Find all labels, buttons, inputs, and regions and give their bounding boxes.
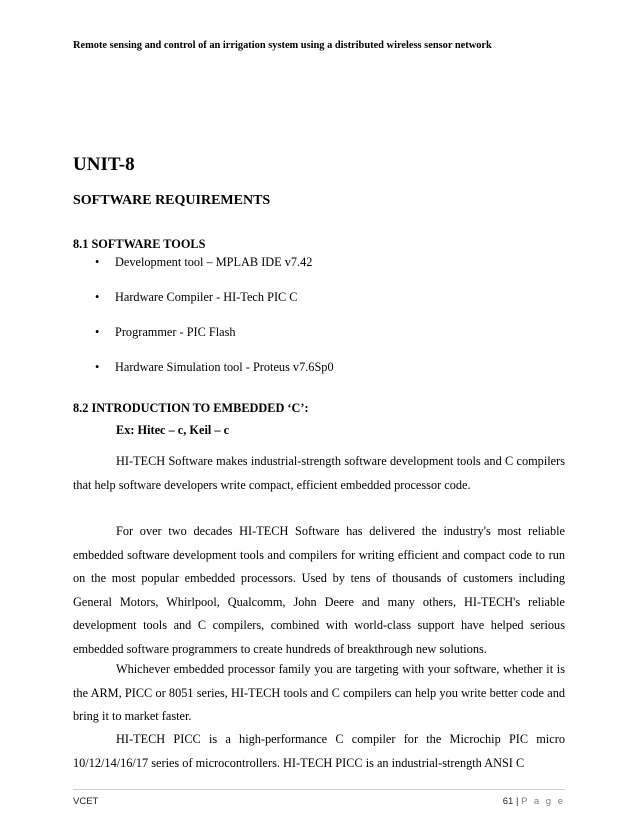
example-line: Ex: Hitec – c, Keil – c [116, 423, 230, 437]
list-item-text: Programmer - PIC Flash [115, 325, 236, 339]
bullet-icon: • [95, 255, 100, 269]
list-item [95, 325, 334, 360]
list-item-text: Hardware Compiler - HI-Tech PIC C [115, 290, 298, 304]
footer-page-label [503, 796, 565, 807]
footer-institution: VCET [73, 796, 99, 807]
list-item [95, 290, 334, 325]
software-tools-heading: 8.1 SOFTWARE TOOLS [73, 237, 206, 251]
page-word: P a g e [521, 796, 565, 807]
page-number: 61 [502, 796, 514, 807]
list-item-text: Hardware Simulation tool - Proteus v7.6Sp0 [115, 360, 334, 374]
running-header: Remote sensing and control of an irrigation system using a distributed wireless sensor network [73, 40, 492, 51]
software-tools-list [95, 255, 334, 395]
paragraph: HI-TECH Software makes industrial-strength software development tools and C compilers that help software developers write compact, efficient embedded processor code. [73, 454, 565, 492]
bullet-icon: • [95, 325, 100, 339]
bullet-icon: • [95, 360, 100, 374]
footer-separator: | [515, 796, 519, 807]
list-item [95, 360, 334, 395]
paragraph: HI-TECH PICC is a high-performance C compiler for the Microchip PIC micro 10/12/14/16/17 series of microcontrollers. HI-TECH PICC is an industrial-strength ANSI C [73, 732, 565, 770]
section-title: SOFTWARE REQUIREMENTS [73, 193, 271, 208]
paragraph: Whichever embedded processor family you are targeting with your software, whether it is the ARM, PICC or 8051 series, HI-TECH tools and C compilers can help you write better code and bring it to market faster. [73, 662, 565, 724]
paragraph: For over two decades HI-TECH Software has delivered the industry's most reliable embedded software development tools and compilers for writing efficient and compact code to run on the most popular embedded processors. Used by tens of thousands of customers including General Motors, Whirlpool, Qualcomm, John Deere and many others, HI-TECH's reliable development tools and C compilers, combined with world-class support have helped serious embedded software programmers to create hundreds of breakthrough new solutions. [73, 524, 565, 656]
unit-title: UNIT-8 [73, 154, 135, 175]
bullet-icon: • [95, 290, 100, 304]
footer-divider [73, 789, 565, 790]
list-item-text: Development tool – MPLAB IDE v7.42 [115, 255, 313, 269]
list-item [95, 255, 334, 290]
intro-heading: 8.2 INTRODUCTION TO EMBEDDED ‘C’: [73, 401, 309, 415]
